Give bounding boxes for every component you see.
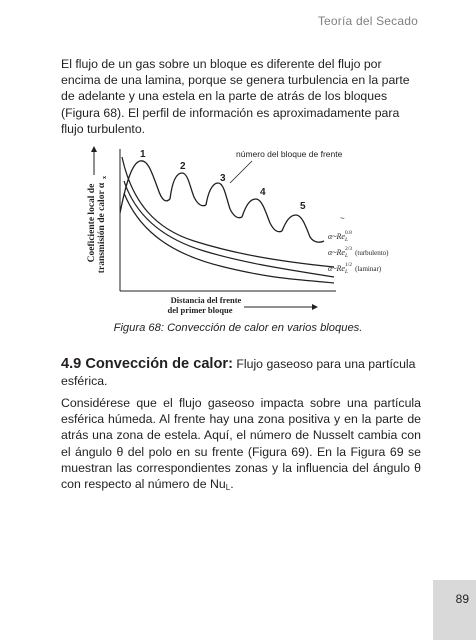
y-axis-label-sub: x <box>102 176 108 179</box>
block-2-peak <box>170 173 206 206</box>
block-number-3: 3 <box>220 173 226 184</box>
block-number-4: 4 <box>260 187 266 198</box>
body-end: . <box>230 477 234 492</box>
running-header: Teoría del Secado <box>317 14 418 28</box>
heat-transfer-diagram <box>84 143 389 325</box>
body-text: Considérese que el flujo gaseoso impacta sobre una partícula esférica húmeda. Al frente hay una zona positiva y en la parte de atrás una zona de estela. Aquí, el número de Nusselt cambia con el ángulo θ del polo en su frente (Figura 69). En la Figura 69 se muestran las correspondientes zonas y la influencia del ángulo θ con respecto al número de Nu <box>61 396 421 492</box>
body-paragraph <box>61 395 421 496</box>
block-3-peak <box>206 183 242 218</box>
curve-label-2: $\alpha\sim Re_L2/3$ (turbulento) <box>328 246 389 259</box>
x-arrow-head <box>312 304 318 310</box>
tilde-mark: ~ <box>340 214 345 223</box>
page-number-tab <box>433 580 476 640</box>
front-block-annotation: número del bloque de frente <box>236 149 343 159</box>
block-number-2: 2 <box>180 161 186 172</box>
nu-subscript: L <box>225 483 231 493</box>
section-heading <box>61 356 421 390</box>
curve-turbulent-08 <box>122 157 334 267</box>
intro-paragraph: El flujo de un gas sobre un bloque es diferente del flujo por encima de una lamina, porque se genera turbulencia en la parte de adelante y una estela en la parte de atrás de los bloques (Figura 68). El perfil de información es aproximadamente para flujo turbulento. <box>61 57 410 136</box>
section-number-title: 4.9 Convección de calor: <box>61 356 233 372</box>
page-number: 89 <box>455 592 469 606</box>
block-number-5: 5 <box>300 201 306 212</box>
block-5-peak <box>282 215 324 242</box>
block-number-1: 1 <box>140 149 146 160</box>
annotation-pointer <box>230 161 252 183</box>
y-axis-label <box>87 176 108 273</box>
section-subtitle: Flujo gaseoso para una partícula esférica. <box>61 357 416 388</box>
curve-label-1: $\alpha\sim Re_L0.8$ <box>328 230 352 243</box>
curve-turbulent-23 <box>124 181 334 277</box>
curve-labels <box>328 230 389 275</box>
block-4-peak <box>242 199 282 232</box>
x-axis-label-line2: del primer bloque <box>167 305 233 315</box>
y-arrow-head <box>91 146 97 152</box>
block-1-peak <box>120 161 170 213</box>
y-axis-label-line1: Coeficiente local de <box>87 183 97 263</box>
y-axis-label-line2: transmisión de calor α <box>97 182 107 274</box>
figure-caption: Figura 68: Convección de calor en varios bloques. <box>113 322 363 334</box>
x-axis-label-line1: Distancia del frente <box>170 295 242 305</box>
figure-68 <box>84 143 389 325</box>
curve-label-3: $\alpha\sim Re_L1/2$ (laminar) <box>328 262 382 275</box>
